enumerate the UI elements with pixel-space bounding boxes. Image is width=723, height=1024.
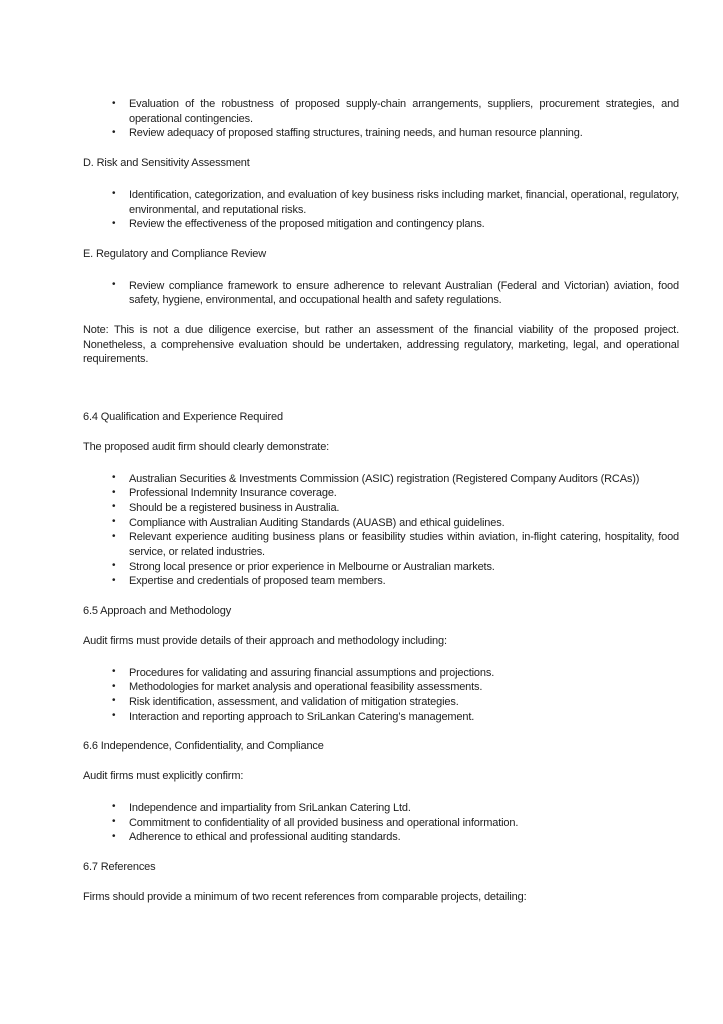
list-item [83, 188, 679, 217]
bullet-icon: • [112, 97, 116, 109]
section-heading-6-5: 6.5 Approach and Methodology [83, 605, 232, 618]
list-item [83, 560, 679, 575]
bullet-icon: • [112, 680, 116, 692]
bullet-icon: • [112, 816, 116, 827]
list-item [83, 816, 679, 831]
bullet-icon: • [112, 695, 116, 707]
paragraph: Audit firms must explicitly confirm: [83, 770, 244, 783]
list-item [83, 666, 679, 681]
list-item-text: Interaction and reporting approach to SriLankan Catering’s management. [129, 710, 475, 723]
section-heading-e: E. Regulatory and Compliance Review [83, 247, 267, 260]
bullet-icon: • [112, 830, 116, 842]
bullet-icon: • [112, 486, 116, 498]
list-item-text: Strong local presence or prior experience in Melbourne or Australian markets. [129, 560, 495, 573]
section-heading-d: D. Risk and Sensitivity Assessment [83, 157, 250, 170]
list-item [83, 574, 679, 589]
section-heading-6-4: 6.4 Qualification and Experience Required [83, 411, 283, 424]
bullet-list [83, 188, 679, 232]
list-item [83, 97, 679, 126]
list-item [83, 530, 679, 559]
list-item [83, 516, 679, 531]
bullet-list [83, 472, 679, 590]
list-item-text: Risk identification, assessment, and validation of mitigation strategies. [129, 695, 459, 708]
list-item-text: Expertise and credentials of proposed team members. [129, 575, 386, 588]
list-item [83, 801, 679, 816]
section-heading-6-7: 6.7 References [83, 860, 156, 873]
list-item [83, 279, 679, 308]
list-item [83, 710, 679, 725]
bullet-icon: • [112, 710, 116, 722]
bullet-icon: • [112, 574, 116, 586]
bullet-icon: • [112, 516, 116, 528]
list-item-text: Methodologies for market analysis and operational feasibility assessments. [129, 681, 483, 694]
bullet-icon: • [112, 279, 116, 291]
list-item [83, 695, 679, 710]
list-item-text: Identification, categorization, and evaluation of key business risks including market, financial, operational, regulatory, environmental, and reputational risks. [129, 188, 679, 216]
list-item-text: Review compliance framework to ensure adherence to relevant Australian (Federal and Victorian) aviation, food safety, hygiene, environmental, and occupational health and safety regulations. [129, 279, 679, 307]
list-item-text: Independence and impartiality from SriLankan Catering Ltd. [129, 801, 411, 814]
list-item-text: Procedures for validating and assuring financial assumptions and projections. [129, 666, 495, 679]
list-item [83, 472, 679, 487]
list-item-text: Professional Indemnity Insurance coverage. [129, 487, 337, 500]
list-item-text: Relevant experience auditing business plans or feasibility studies within aviation, in-flight catering, hospitality, food service, or related industries. [129, 531, 679, 559]
list-item-text: Australian Securities & Investments Commission (ASIC) registration (Registered Company Auditors (RCAs)) [129, 472, 640, 485]
list-item [83, 126, 679, 141]
section-heading-6-6: 6.6 Independence, Confidentiality, and Compliance [83, 740, 324, 753]
list-item-text: Should be a registered business in Australia. [129, 501, 340, 514]
list-item [83, 217, 679, 232]
list-item-text: Evaluation of the robustness of proposed supply-chain arrangements, suppliers, procurement strategies, and operational contingencies. [129, 98, 679, 125]
bullet-list [83, 279, 679, 308]
bullet-icon: • [112, 560, 116, 572]
bullet-list [83, 666, 679, 725]
bullet-list [83, 97, 679, 141]
list-item-text: Adherence to ethical and professional auditing standards. [129, 831, 401, 844]
note-paragraph: Note: This is not a due diligence exercise, but rather an assessment of the financial viability of the proposed project. Nonetheless, a comprehensive evaluation should be undertaken, addressing regulatory, marketing, legal, and operational requirements. [83, 324, 679, 366]
list-item [83, 501, 679, 516]
bullet-icon: • [112, 472, 116, 484]
list-item-text: Commitment to confidentiality of all provided business and operational information. [129, 816, 519, 829]
bullet-icon: • [112, 501, 116, 513]
list-item-text: Compliance with Australian Auditing Standards (AUASB) and ethical guidelines. [129, 516, 505, 529]
bullet-icon: • [112, 217, 116, 229]
list-item [83, 680, 679, 695]
list-item [83, 486, 679, 501]
bullet-icon: • [112, 666, 116, 678]
paragraph: Firms should provide a minimum of two recent references from comparable projects, detailing: [83, 890, 527, 903]
list-item-text: Review adequacy of proposed staffing structures, training needs, and human resource planning. [129, 127, 583, 140]
bullet-list [83, 801, 679, 845]
paragraph: Audit firms must provide details of their approach and methodology including: [83, 634, 447, 647]
paragraph: The proposed audit firm should clearly demonstrate: [83, 440, 330, 453]
bullet-icon: • [112, 801, 116, 813]
bullet-icon: • [112, 188, 116, 200]
list-item [83, 830, 679, 845]
bullet-icon: • [112, 126, 116, 138]
bullet-icon: • [112, 530, 116, 542]
list-item-text: Review the effectiveness of the proposed mitigation and contingency plans. [129, 218, 485, 231]
